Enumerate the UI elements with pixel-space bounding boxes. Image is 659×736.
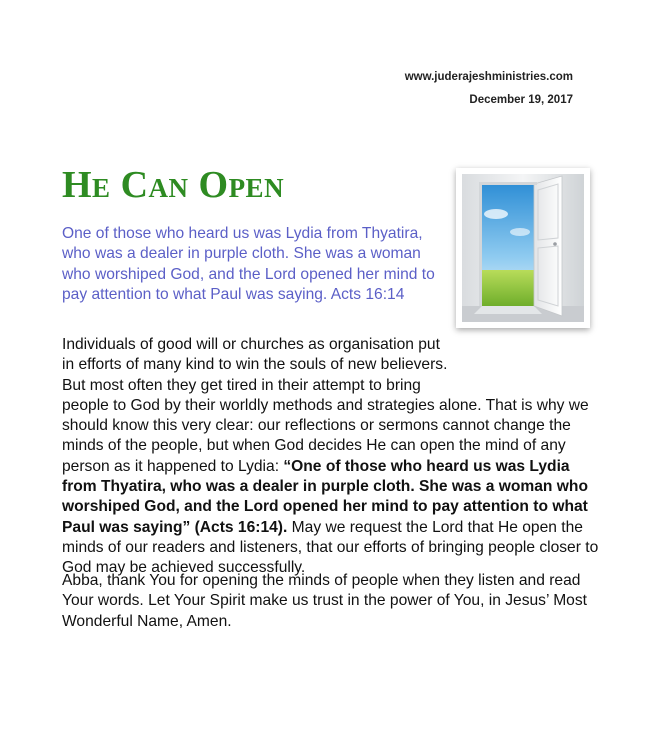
header-meta [405,66,573,112]
image-wrap-spacer [452,335,602,377]
open-door-image [456,168,590,328]
scripture-verse: One of those who heard us was Lydia from Thyatira, who was a dealer in purple cloth. She was a woman who worshiped God, and the Lord opened her mind to pay attention to what Paul was saying. Acts 16:14 [62,225,435,303]
body-paragraph [62,335,602,579]
page-title: He Can Open [62,164,285,206]
body-intro: Individuals of good will or churches as organisation put in efforts of many kind to win the souls of new believers. But most often they get tired in their attempt to bring people to God by their worldly methods and strategies alone. That is why we should know this very clear: our reflections or sermons cannot change the minds of the people, but when God decides He can open the mind of any person as it happened to Lydia: [62,336,589,475]
website-url: www.juderajeshministries.com [404,71,573,83]
prayer-paragraph: Abba, thank You for opening the minds of people when they listen and read Your words. Let Your Spirit make us trust in the power of You, in Jesus’ Most Wonderful Name, Amen. [62,572,587,630]
body-quote: “One of those who heard us was Lydia from Thyatira, who was a dealer in purple cloth. She was a woman who worshiped God, and the Lord opened her mind to pay attention to what Paul was saying” (Acts 16:14). [62,457,588,536]
body-closing: May we request the Lord that He open the minds of our readers and listeners, that our efforts of bringing people closer to God may be achieved successfully. [62,518,599,577]
open-door-icon [462,174,584,322]
publish-date: December 19, 2017 [469,94,573,106]
